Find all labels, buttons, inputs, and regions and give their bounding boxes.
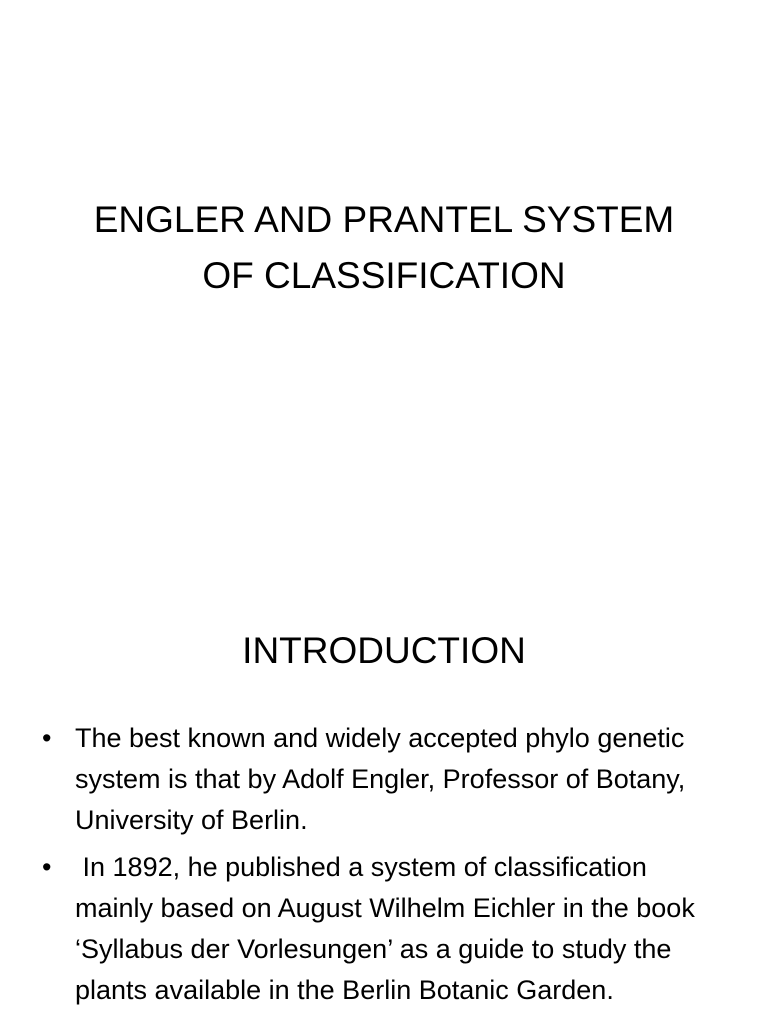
introduction-heading: INTRODUCTION: [242, 630, 526, 671]
slide-title-line-1: ENGLER AND PRANTEL SYSTEM: [93, 199, 675, 240]
bullet-item: [42, 718, 732, 841]
bullet-text: The best known and widely accepted phylo genetic system is that by Adolf Engler, Professor of Botany, University of Berlin.: [75, 723, 686, 835]
introduction-slide: [0, 576, 768, 1024]
bullet-text: In 1892, he published a system of classification mainly based on August Wilhelm Eichler in the book ‘Syllabus der Vorlesungen’ as a guide to study the plants available in the Berlin Botanic Garden.: [75, 852, 703, 1005]
bullet-item: [42, 847, 732, 1011]
slide-title-line-2: OF CLASSIFICATION: [202, 255, 566, 296]
slide-title: [40, 192, 728, 304]
bullet-list: [42, 718, 732, 1017]
bullet-icon: •: [42, 723, 52, 753]
bullet-icon: •: [42, 852, 52, 882]
